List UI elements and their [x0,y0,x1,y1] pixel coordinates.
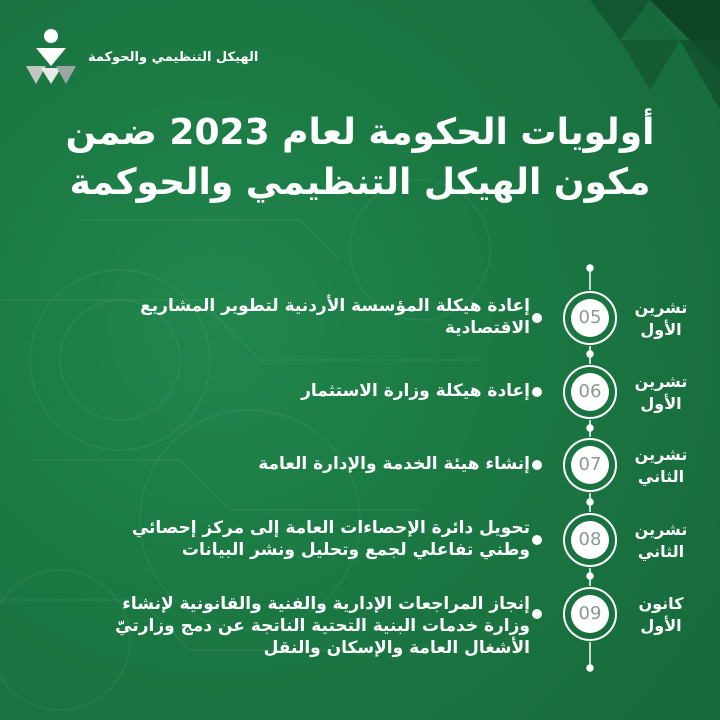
bullet-dot [532,535,542,545]
item-number: 09 [571,595,609,633]
item-number: 08 [571,521,609,559]
bullet-dot [532,460,542,470]
number-circle [563,291,617,345]
item-number: 06 [571,373,609,411]
month-line-2: الأول [640,320,682,339]
title-line-1: أولويات الحكومة لعام 2023 ضمن [65,112,655,153]
month-label [626,519,696,563]
title-line-2: مكون الهيكل التنظيمي والحوكمة [69,162,651,203]
month-line-2: الثاني [637,467,685,486]
item-number: 05 [571,299,609,337]
brand-name: الهيكل التنظيمي والحوكمة [88,50,259,65]
number-circle [563,438,617,492]
item-text: إنشاء هيئة الخدمة والإدارة العامة [258,454,530,474]
month-line-1: تشرين [634,372,688,391]
item-text: إعادة هيكلة المؤسسة الأردنية لتطوير المشاريع الاقتصادية [140,296,530,338]
number-circle [563,587,617,641]
month-line-1: كانون [638,594,684,613]
month-line-2: الأول [640,394,682,413]
month-line-2: الثاني [637,542,685,561]
month-label [626,371,696,415]
number-circle [563,365,617,419]
month-label [626,444,696,488]
month-label [626,297,696,341]
month-line-2: الأول [640,616,682,635]
item-text: تحويل دائرة الإحصاءات العامة إلى مركز إحصائي وطني تفاعلي لجمع وتحليل ونشر البيانات [131,518,530,560]
month-line-1: تشرين [634,520,688,539]
item-text: إعادة هيكلة وزارة الاستثمار [301,381,530,401]
bullet-dot [532,313,542,323]
number-circle [563,513,617,567]
month-line-1: تشرين [634,445,688,464]
item-number: 07 [571,446,609,484]
bullet-dot [532,609,542,619]
month-line-1: تشرين [634,298,688,317]
month-label [626,593,696,637]
bullet-dot [532,387,542,397]
item-text: إنجاز المراجعات الإدارية والفنية والقانونية لإنشاء وزارة خدمات البنية التحتية الناتجة عن دمج وزارتيّ الأشغال العامة والإسكان والنقل [115,594,530,658]
